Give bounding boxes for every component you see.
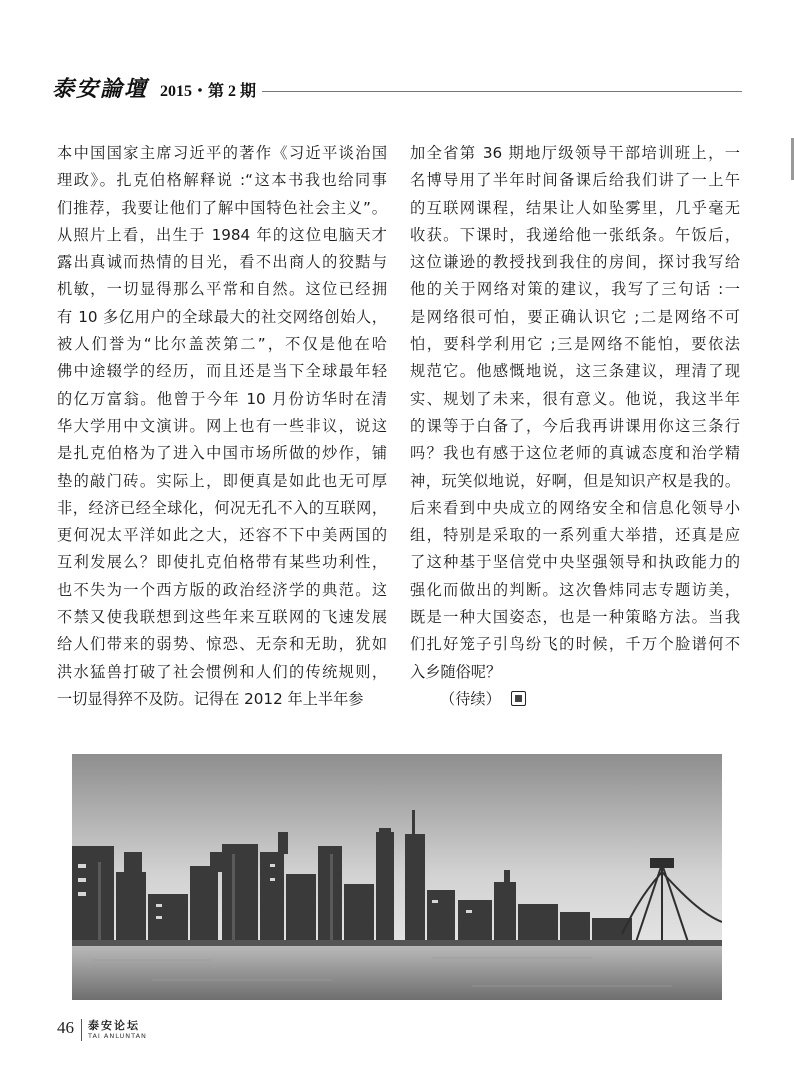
text-line: 佛中途辍学的经历，而且还是当下全球最年轻: [57, 362, 387, 381]
text-line: 一切显得猝不及防。记得在 2012 年上半年参: [57, 689, 364, 708]
continued-line: [410, 686, 740, 713]
text-line: 是网络很可怕，要正确认识它 ;二是网络不可: [410, 307, 740, 326]
text-line: 收获。下课时，我递给他一张纸条。午饭后，: [410, 225, 740, 244]
footer-journal-pinyin: TAI ANLUNTAN: [88, 1032, 147, 1040]
text-line: 更何况太平洋如此之大，还容不下中美两国的: [57, 526, 387, 545]
footer-divider: [81, 1019, 82, 1041]
text-line: 入乡随俗呢？: [410, 662, 502, 681]
text-line: 互利发展么？即使扎克伯格带有某些功利性，: [57, 553, 387, 572]
text-line: 加全省第 36 期地厅级领导干部培训班上，一: [410, 144, 740, 162]
text-line: 是扎克伯格为了进入中国市场所做的炒作，铺: [57, 444, 387, 463]
text-line: 有 10 多亿用户的全球最大的社交网络创始人，: [57, 307, 387, 326]
right-text-column: [410, 140, 740, 713]
end-of-article-icon: [511, 691, 526, 706]
skyline-illustration: [72, 754, 722, 1000]
text-line: 从照片上看，出生于 1984 年的这位电脑天才: [57, 225, 387, 244]
journal-name: 泰安論壇: [52, 76, 149, 102]
continued-label: （待续）: [440, 689, 501, 708]
text-line: 洪水猛兽打破了社会惯例和人们的传统规则，: [57, 662, 387, 681]
text-line: 了这种基于坚信党中央坚强领导和执政能力的: [410, 553, 740, 572]
page-footer: [57, 1016, 257, 1046]
text-line: 也不失为一个西方版的政治经济学的典范。这: [57, 580, 387, 599]
text-line: 垫的敲门砖。实际上，即便真是如此也无可厚: [57, 471, 387, 490]
left-text-column: [57, 140, 387, 713]
footer-journal-name: 泰安论坛: [88, 1019, 140, 1032]
header-rule: [262, 91, 742, 92]
text-line: 规范它。他感慨地说，这三条建议，理清了现: [410, 362, 740, 381]
text-line: 后来看到中央成立的网络安全和信息化领导小: [410, 498, 740, 517]
text-line: 实、规划了未来，很有意义。他说，我这半年: [410, 389, 740, 408]
text-line: 非，经济已经全球化，何况无孔不入的互联网，: [57, 498, 387, 517]
text-line: 的课等于白备了，今后我再讲课用你这三条行: [410, 416, 740, 435]
text-line: 的亿万富翁。他曾于今年 10 月份访华时在清: [57, 389, 387, 408]
issue-label: 2015・第 2 期: [160, 83, 257, 100]
text-line: 这位谦逊的教授找到我住的房间，探讨我写给: [410, 253, 740, 272]
text-line: 既是一种大国姿态，也是一种策略方法。当我: [410, 608, 740, 627]
text-line: 理政》。扎克伯格解释说 :“这本书我也给同事: [57, 171, 387, 190]
text-line: 他的关于网络对策的建议，我写了三句话 :一: [410, 280, 740, 299]
text-line: 华大学用中文演讲。网上也有一些非议，说这: [57, 416, 387, 435]
text-line: 被人们誉为“比尔盖茨第二”，不仅是他在哈: [57, 335, 387, 354]
text-line: 露出真诚而热情的目光，看不出商人的狡黠与: [57, 253, 387, 272]
page-number: 46: [57, 1018, 74, 1037]
text-line: 怕，要科学利用它 ;三是网络不能怕，要依法: [410, 335, 740, 354]
text-line: 本中国国家主席习近平的著作《习近平谈治国: [57, 144, 387, 162]
text-line: 给人们带来的弱势、惊恐、无奈和无助，犹如: [57, 635, 387, 654]
running-header: [52, 72, 742, 102]
text-line: 名博导用了半年时间备课后给我们讲了一上午: [410, 171, 740, 190]
text-line: 们推荐，我要让他们了解中国特色社会主义”。: [57, 198, 387, 217]
text-line: 强化而做出的判断。这次鲁炜同志专题访美，: [410, 580, 740, 599]
text-line: 的互联网课程，结果让人如坠雾里，几乎毫无: [410, 198, 740, 217]
text-line: 不禁又使我联想到这些年来互联网的飞速发展: [57, 608, 387, 627]
text-line: 组，特别是采取的一系列重大举措，还真是应: [410, 526, 740, 545]
text-line: 神，玩笑似地说，好啊，但是知识产权是我的。: [410, 471, 740, 490]
text-line: 吗？我也有感于这位老师的真诚态度和治学精: [410, 444, 740, 463]
city-skyline-photo: [72, 754, 722, 1000]
text-line: 们扎好笼子引鸟纷飞的时候，千万个脸谱何不: [410, 635, 740, 654]
text-line: 机敏，一切显得那么平常和自然。这位已经拥: [57, 280, 387, 299]
